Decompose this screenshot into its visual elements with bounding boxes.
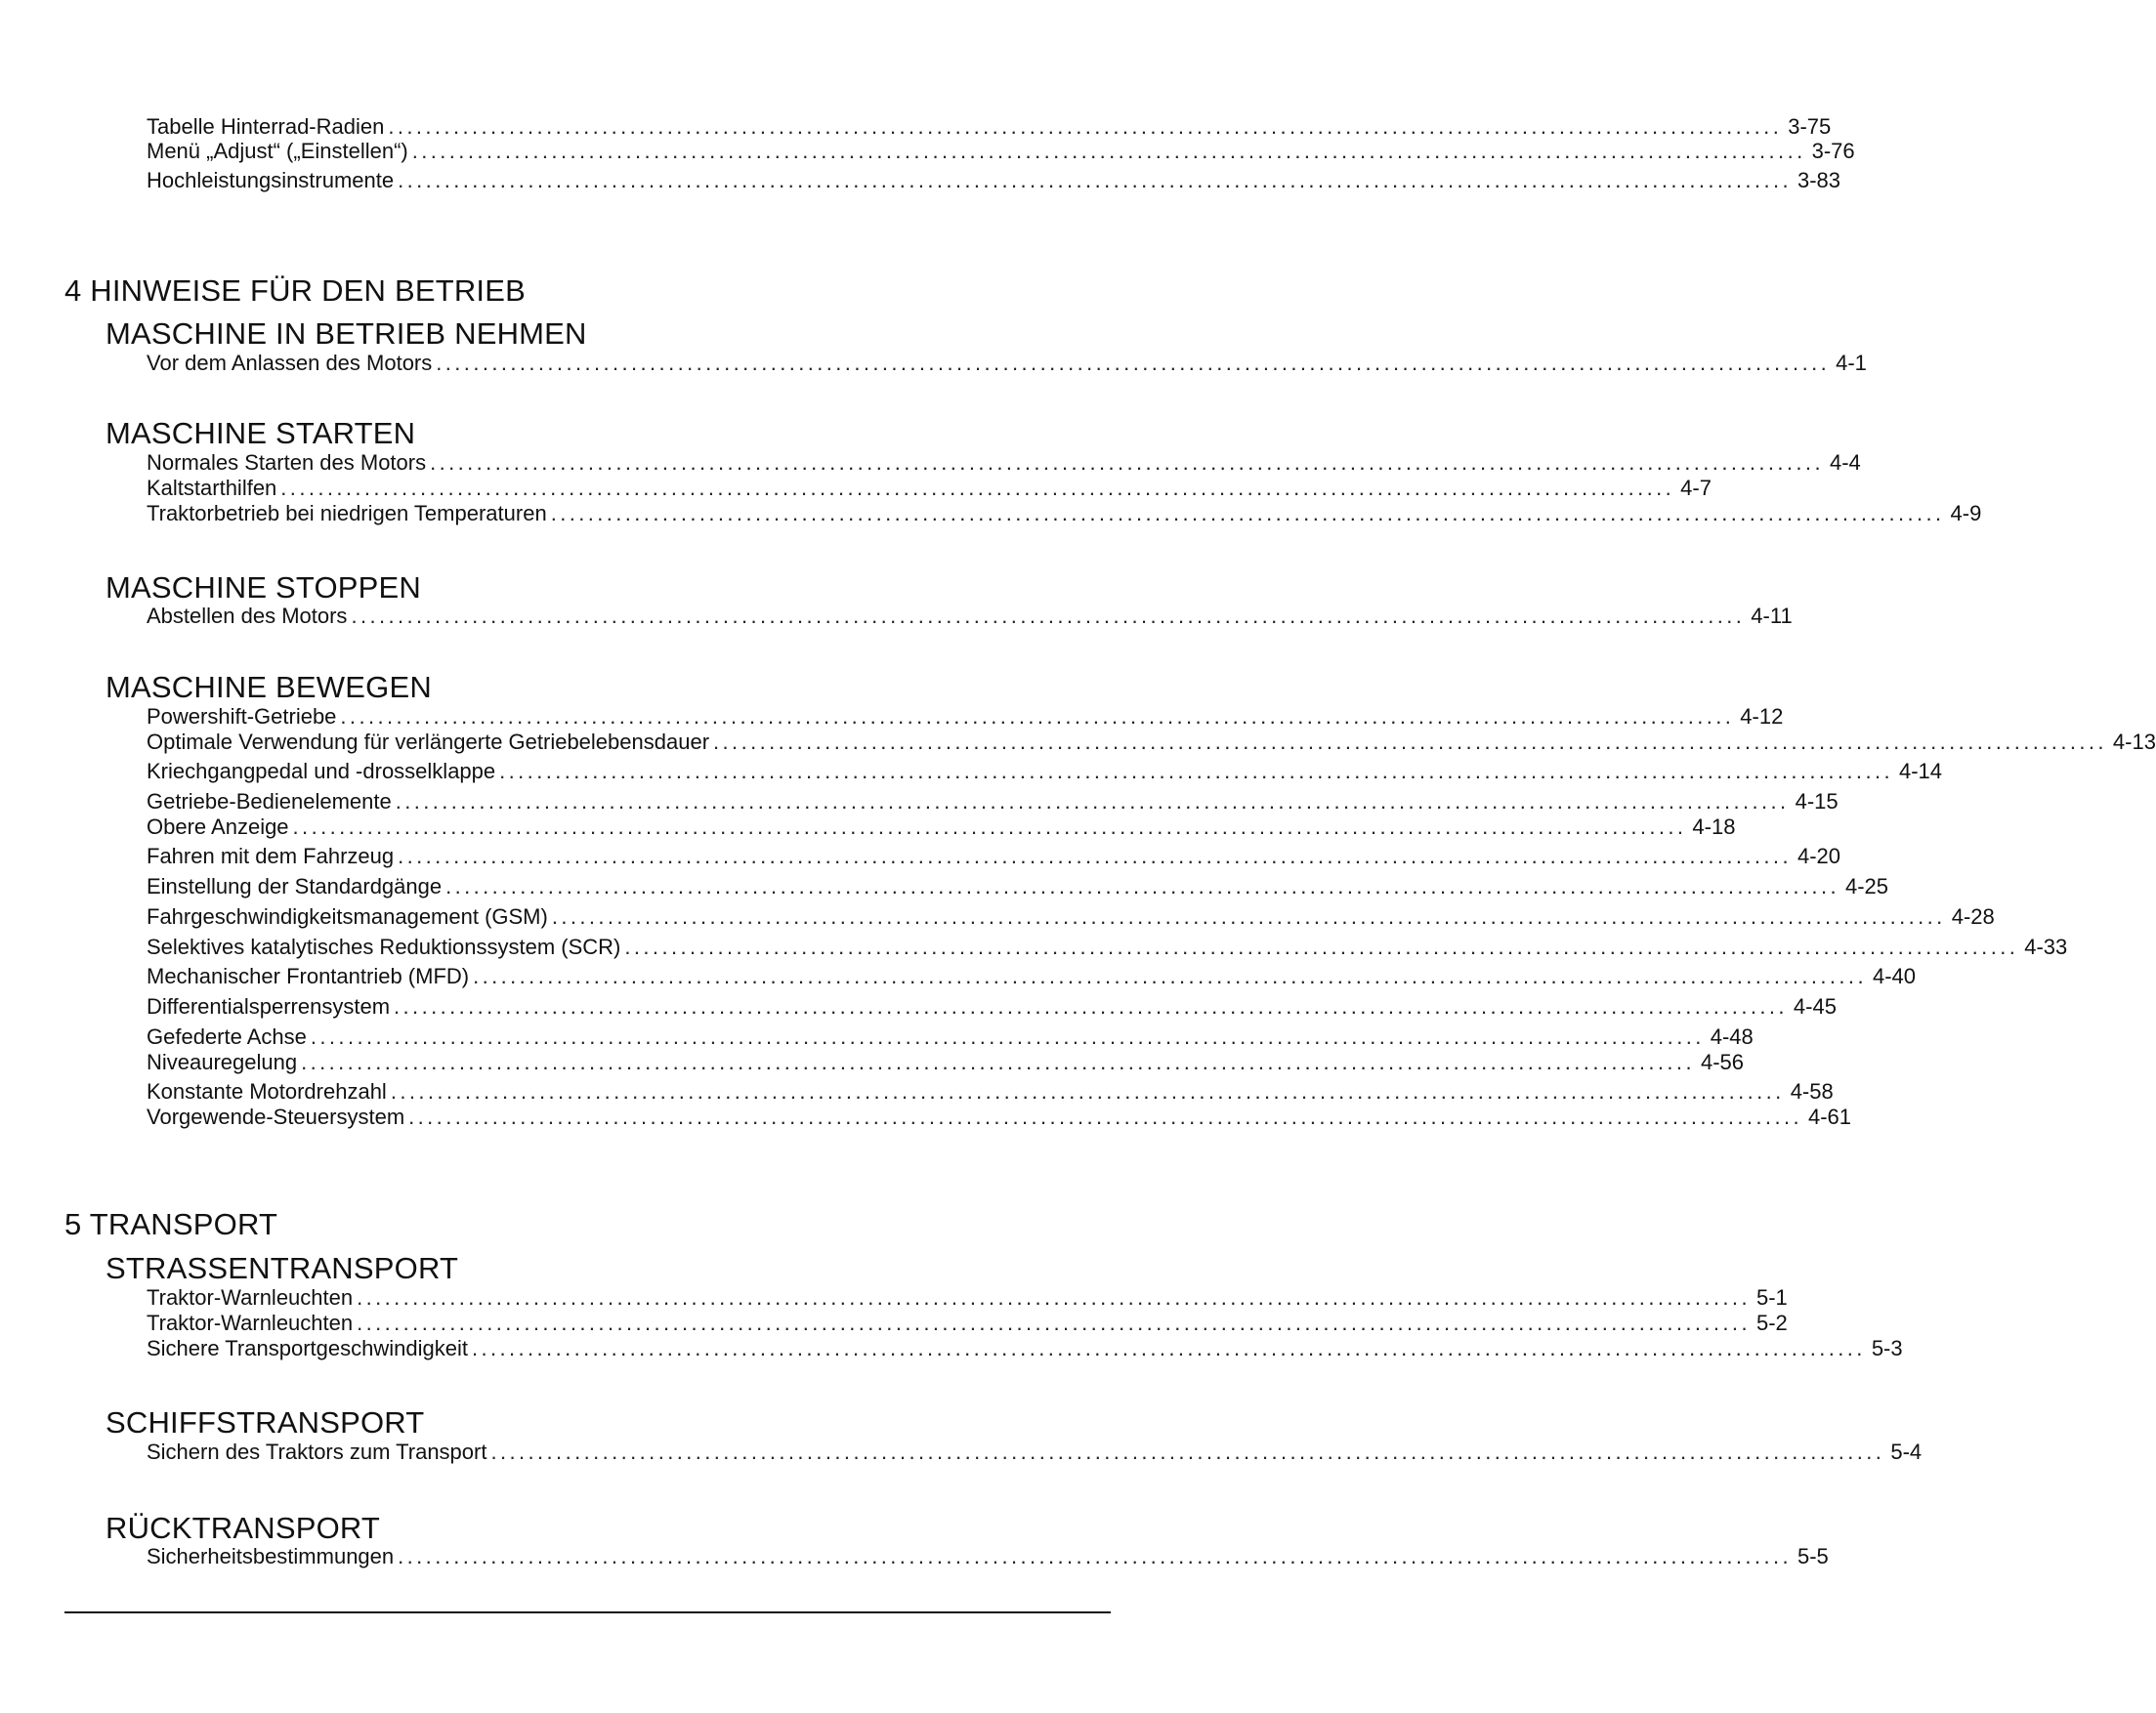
toc-entry[interactable] xyxy=(147,1024,1754,1051)
toc-entry-page: 4-56 xyxy=(1700,1050,1745,1074)
toc-entry[interactable] xyxy=(147,167,1841,194)
toc-entry-label: Vorgewende-Steuersystem xyxy=(147,1105,405,1129)
toc-entry-label: Obere Anzeige xyxy=(147,815,289,839)
dot-leader: ...................................................................................................................................................... xyxy=(357,1311,1751,1335)
dot-leader: ...................................................................................................................................................... xyxy=(292,815,1687,839)
dot-leader: ...................................................................................................................................................... xyxy=(340,704,1735,729)
toc-entry-page: 4-25 xyxy=(1844,874,1889,898)
dot-leader: ...................................................................................................................................................... xyxy=(471,1336,1866,1360)
toc-entry-label: Powershift-Getriebe xyxy=(147,704,337,729)
toc-entry-page: 3-76 xyxy=(1811,139,1855,163)
toc-entry-label: Getriebe-Bedienelemente xyxy=(147,789,392,814)
toc-entry-page: 5-3 xyxy=(1871,1336,1903,1360)
section-title: STRASSENTRANSPORT xyxy=(106,1251,459,1285)
dot-leader: ...................................................................................................................................................... xyxy=(490,1440,1885,1464)
toc-entry-label: Gefederte Achse xyxy=(147,1024,307,1049)
dot-leader: ...................................................................................................................................................... xyxy=(398,168,1792,192)
toc-entry-label: Sichern des Traktors zum Transport xyxy=(147,1440,487,1464)
toc-entry[interactable] xyxy=(147,843,1841,870)
toc-entry[interactable] xyxy=(147,1335,1903,1362)
toc-entry-page: 4-40 xyxy=(1872,964,1917,988)
toc-entry[interactable] xyxy=(147,350,1867,377)
toc-entry-label: Vor dem Anlassen des Motors xyxy=(147,351,433,375)
toc-entry[interactable] xyxy=(147,903,1995,931)
dot-leader: ...................................................................................................................................................... xyxy=(624,935,2019,959)
toc-entry-page: 4-28 xyxy=(1951,904,1995,929)
toc-entry-page: 3-75 xyxy=(1788,114,1832,139)
toc-entry[interactable] xyxy=(147,1439,1923,1466)
toc-entry-page: 4-1 xyxy=(1836,351,1867,375)
footer-rule xyxy=(64,1611,1111,1613)
toc-entry-page: 4-7 xyxy=(1680,476,1712,500)
toc-entry-label: Traktor-Warnleuchten xyxy=(147,1285,354,1310)
toc-entry[interactable] xyxy=(147,1049,1745,1076)
dot-leader: ...................................................................................................................................................... xyxy=(445,874,1839,898)
toc-entry-page: 4-18 xyxy=(1692,815,1736,839)
dot-leader: ...................................................................................................................................................... xyxy=(430,450,1824,475)
toc-entry[interactable] xyxy=(147,758,1943,785)
dot-leader: ...................................................................................................................................................... xyxy=(473,964,1867,988)
toc-entry-page: 5-5 xyxy=(1797,1544,1829,1568)
toc-entry[interactable] xyxy=(147,603,1793,630)
toc-entry-page: 3-83 xyxy=(1797,168,1841,192)
toc-entry-label: Sicherheitsbestimmungen xyxy=(147,1544,395,1568)
chapter-title: 5 TRANSPORT xyxy=(64,1207,278,1241)
dot-leader: ...................................................................................................................................................... xyxy=(310,1024,1705,1049)
toc-entry-page: 4-48 xyxy=(1710,1024,1754,1049)
toc-entry-label: Normales Starten des Motors xyxy=(147,450,427,475)
toc-entry[interactable] xyxy=(147,729,2156,756)
toc-entry[interactable] xyxy=(147,1104,1852,1131)
toc-entry-label: Traktorbetrieb bei niedrigen Temperaturen xyxy=(147,501,547,525)
toc-entry[interactable] xyxy=(147,703,1784,731)
toc-entry[interactable] xyxy=(147,500,1982,527)
toc-entry[interactable] xyxy=(147,138,1855,165)
toc-entry-label: Traktor-Warnleuchten xyxy=(147,1311,354,1335)
toc-entry-label: Menü „Adjust“ („Einstellen“) xyxy=(147,139,408,163)
dot-leader: ...................................................................................................................................................... xyxy=(301,1050,1695,1074)
toc-entry-page: 4-12 xyxy=(1740,704,1784,729)
toc-entry-label: Hochleistungsinstrumente xyxy=(147,168,395,192)
dot-leader: ...................................................................................................................................................... xyxy=(398,844,1792,868)
toc-entry-label: Einstellung der Standardgänge xyxy=(147,874,443,898)
toc-entry-label: Abstellen des Motors xyxy=(147,604,348,628)
dot-leader: ...................................................................................................................................................... xyxy=(357,1285,1751,1310)
dot-leader: ...................................................................................................................................................... xyxy=(713,730,2107,754)
toc-entry-label: Selektives katalytisches Reduktionssystem (SCR) xyxy=(147,935,621,959)
toc-entry-label: Sichere Transportgeschwindigkeit xyxy=(147,1336,468,1360)
dot-leader: ...................................................................................................................................................... xyxy=(394,994,1788,1019)
section-title: MASCHINE STARTEN xyxy=(106,416,416,450)
toc-entry-page: 4-61 xyxy=(1808,1105,1852,1129)
section-title: SCHIFFSTRANSPORT xyxy=(106,1405,425,1440)
toc-entry-page: 5-4 xyxy=(1890,1440,1923,1464)
dot-leader: ...................................................................................................................................................... xyxy=(551,904,1946,929)
toc-entry[interactable] xyxy=(147,1078,1834,1106)
toc-entry-page: 4-11 xyxy=(1751,604,1793,628)
toc-entry[interactable] xyxy=(147,993,1837,1021)
toc-entry-label: Fahren mit dem Fahrzeug xyxy=(147,844,395,868)
toc-entry-label: Optimale Verwendung für verlängerte Getriebelebensdauer xyxy=(147,730,710,754)
section-title: MASCHINE IN BETRIEB NEHMEN xyxy=(106,316,587,351)
section-title: RÜCKTRANSPORT xyxy=(106,1511,381,1545)
toc-entry[interactable] xyxy=(147,788,1839,815)
toc-entry[interactable] xyxy=(147,113,1832,141)
chapter-title: 4 HINWEISE FÜR DEN BETRIEB xyxy=(64,273,526,308)
toc-entry[interactable] xyxy=(147,1310,1788,1337)
toc-entry[interactable] xyxy=(147,1543,1829,1570)
dot-leader: ...................................................................................................................................................... xyxy=(550,501,1945,525)
toc-entry[interactable] xyxy=(147,475,1712,502)
toc-entry-label: Kriechgangpedal und -drosselklappe xyxy=(147,759,496,783)
toc-entry-page: 4-9 xyxy=(1950,501,1982,525)
toc-entry-page: 5-2 xyxy=(1755,1311,1788,1335)
dot-leader: ...................................................................................................................................................... xyxy=(388,114,1783,139)
toc-entry-label: Kaltstarthilfen xyxy=(147,476,277,500)
toc-entry-label: Konstante Motordrehzahl xyxy=(147,1079,387,1104)
toc-entry-page: 4-13 xyxy=(2112,730,2156,754)
toc-entry[interactable] xyxy=(147,963,1917,990)
toc-entry-label: Mechanischer Frontantrieb (MFD) xyxy=(147,964,470,988)
toc-entry-label: Differentialsperrensystem xyxy=(147,994,391,1019)
toc-entry-page: 4-15 xyxy=(1795,789,1839,814)
toc-entry[interactable] xyxy=(147,814,1736,841)
dot-leader: ...................................................................................................................................................... xyxy=(351,604,1746,628)
toc-entry-page: 4-4 xyxy=(1829,450,1861,475)
dot-leader: ...................................................................................................................................................... xyxy=(408,1105,1802,1129)
dot-leader: ...................................................................................................................................................... xyxy=(398,1544,1792,1568)
toc-entry-page: 4-45 xyxy=(1793,994,1837,1019)
toc-entry-page: 4-14 xyxy=(1899,759,1943,783)
toc-entry-page: 4-58 xyxy=(1790,1079,1834,1104)
toc-entry-page: 5-1 xyxy=(1755,1285,1788,1310)
toc-entry-page: 4-33 xyxy=(2024,935,2068,959)
toc-entry[interactable] xyxy=(147,1284,1788,1312)
toc-entry-label: Tabelle Hinterrad-Radien xyxy=(147,114,385,139)
dot-leader: ...................................................................................................................................................... xyxy=(280,476,1675,500)
dot-leader: ...................................................................................................................................................... xyxy=(499,759,1893,783)
toc-entry[interactable] xyxy=(147,449,1861,477)
toc-entry[interactable] xyxy=(147,873,1889,900)
toc-entry-label: Fahrgeschwindigkeitsmanagement (GSM) xyxy=(147,904,548,929)
section-title: MASCHINE STOPPEN xyxy=(106,570,422,605)
section-title: MASCHINE BEWEGEN xyxy=(106,670,432,704)
dot-leader: ...................................................................................................................................................... xyxy=(390,1079,1785,1104)
dot-leader: ...................................................................................................................................................... xyxy=(436,351,1831,375)
toc-entry[interactable] xyxy=(147,934,2068,961)
dot-leader: ...................................................................................................................................................... xyxy=(411,139,1806,163)
toc-entry-label: Niveauregelung xyxy=(147,1050,298,1074)
toc-entry-page: 4-20 xyxy=(1797,844,1841,868)
dot-leader: ...................................................................................................................................................... xyxy=(395,789,1790,814)
